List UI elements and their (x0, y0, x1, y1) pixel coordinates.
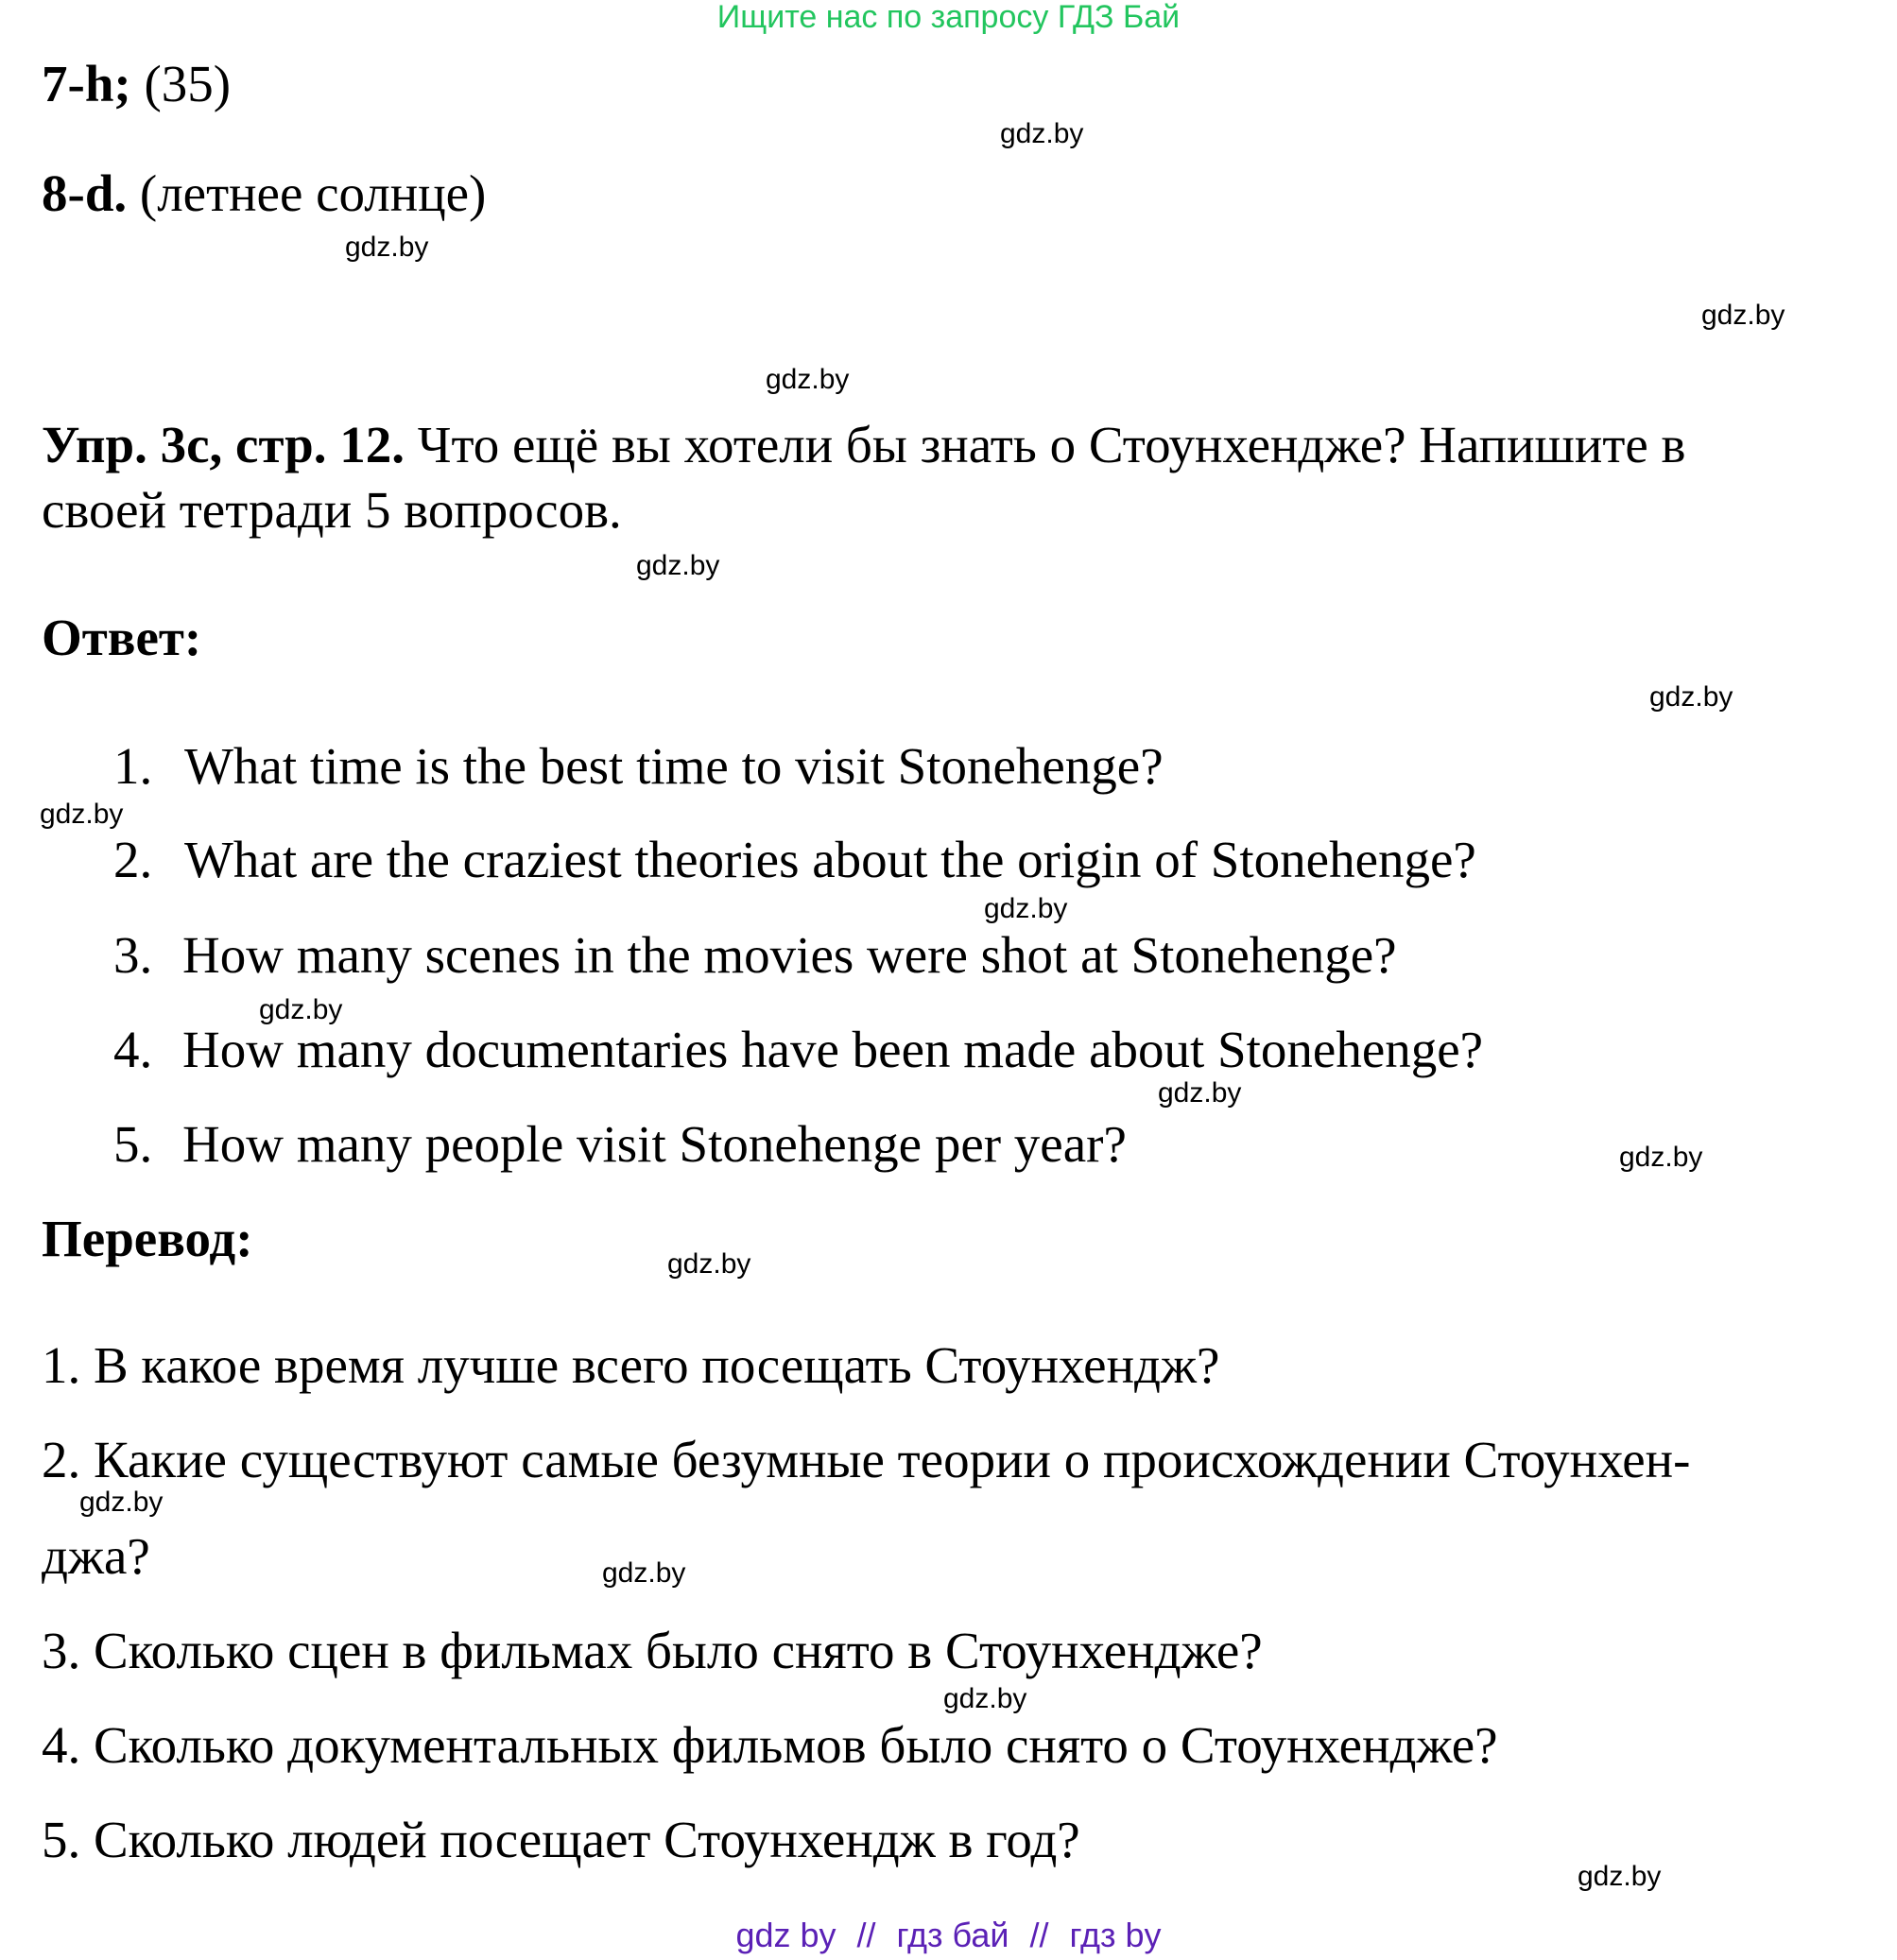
translation-line: 5. Сколько людей посещает Стоунхендж в год? (42, 1811, 1080, 1868)
watermark: gdz.by (1000, 118, 1084, 149)
translation-line: джа? (42, 1527, 150, 1585)
footer-link-gdz-by-cyr[interactable]: гдз by (1069, 1916, 1162, 1954)
prev-answer-7 (42, 53, 231, 115)
question-text: How many scenes in the movies were shot at Stonehenge? (182, 926, 1397, 984)
search-banner: Ищите нас по запросу ГДЗ Бай (716, 0, 1181, 35)
exercise-task: Что ещё вы хотели бы знать о Стоунхендже? Напишите в (417, 416, 1686, 473)
exercise-line-2: своей тетради 5 вопросов. (42, 481, 622, 539)
watermark: gdz.by (984, 893, 1068, 924)
footer-separator: // (856, 1916, 876, 1954)
watermark: gdz.by (345, 232, 429, 263)
prev-answer-8 (42, 163, 486, 225)
footer-link-gdz-bai[interactable]: гдз бай (896, 1916, 1009, 1954)
question-number: 3. (113, 926, 153, 984)
watermark: gdz.by (1649, 681, 1733, 713)
prev-answer-value: (35) (144, 55, 232, 112)
prev-answer-key: 8-d. (42, 164, 128, 222)
watermark: gdz.by (1701, 300, 1785, 331)
exercise-line-1 (42, 414, 1686, 476)
translation-heading: Перевод: (42, 1210, 253, 1267)
watermark: gdz.by (1158, 1077, 1242, 1109)
question-number: 5. (113, 1115, 153, 1173)
translation-line: 1. В какое время лучше всего посещать Стоунхендж? (42, 1336, 1220, 1394)
watermark: gdz.by (40, 799, 124, 830)
answer-heading: Ответ: (42, 609, 202, 666)
question-number: 2. (113, 831, 153, 888)
question-text: How many documentaries have been made about Stonehenge? (182, 1021, 1484, 1078)
translation-line: 4. Сколько документальных фильмов было снято о Стоунхендже? (42, 1716, 1498, 1774)
question-text: What time is the best time to visit Stonehenge? (184, 737, 1164, 795)
translation-line: 3. Сколько сцен в фильмах было снято в Стоунхендже? (42, 1622, 1263, 1679)
watermark: gdz.by (1578, 1861, 1662, 1892)
watermark: gdz.by (636, 550, 720, 581)
exercise-label: Упр. 3c, стр. 12. (42, 416, 405, 473)
watermark: gdz.by (667, 1248, 751, 1280)
watermark: gdz.by (259, 994, 343, 1025)
watermark: gdz.by (79, 1487, 164, 1518)
question-number: 4. (113, 1021, 153, 1078)
translation-line: 2. Какие существуют самые безумные теории о происхождении Стоунхен- (42, 1431, 1691, 1488)
footer-links (0, 1917, 1897, 1954)
watermark: gdz.by (602, 1557, 686, 1589)
watermark: gdz.by (1619, 1142, 1703, 1173)
question-number: 1. (113, 737, 153, 795)
watermark: gdz.by (943, 1683, 1027, 1714)
watermark: gdz.by (766, 364, 850, 395)
question-text: What are the craziest theories about the origin of Stonehenge? (184, 831, 1476, 888)
prev-answer-value: (летнее солнце) (139, 164, 487, 222)
question-text: How many people visit Stonehenge per year? (182, 1115, 1127, 1173)
prev-answer-key: 7-h; (42, 55, 131, 112)
footer-separator: // (1029, 1916, 1049, 1954)
footer-link-gdz-by[interactable]: gdz by (735, 1916, 836, 1954)
